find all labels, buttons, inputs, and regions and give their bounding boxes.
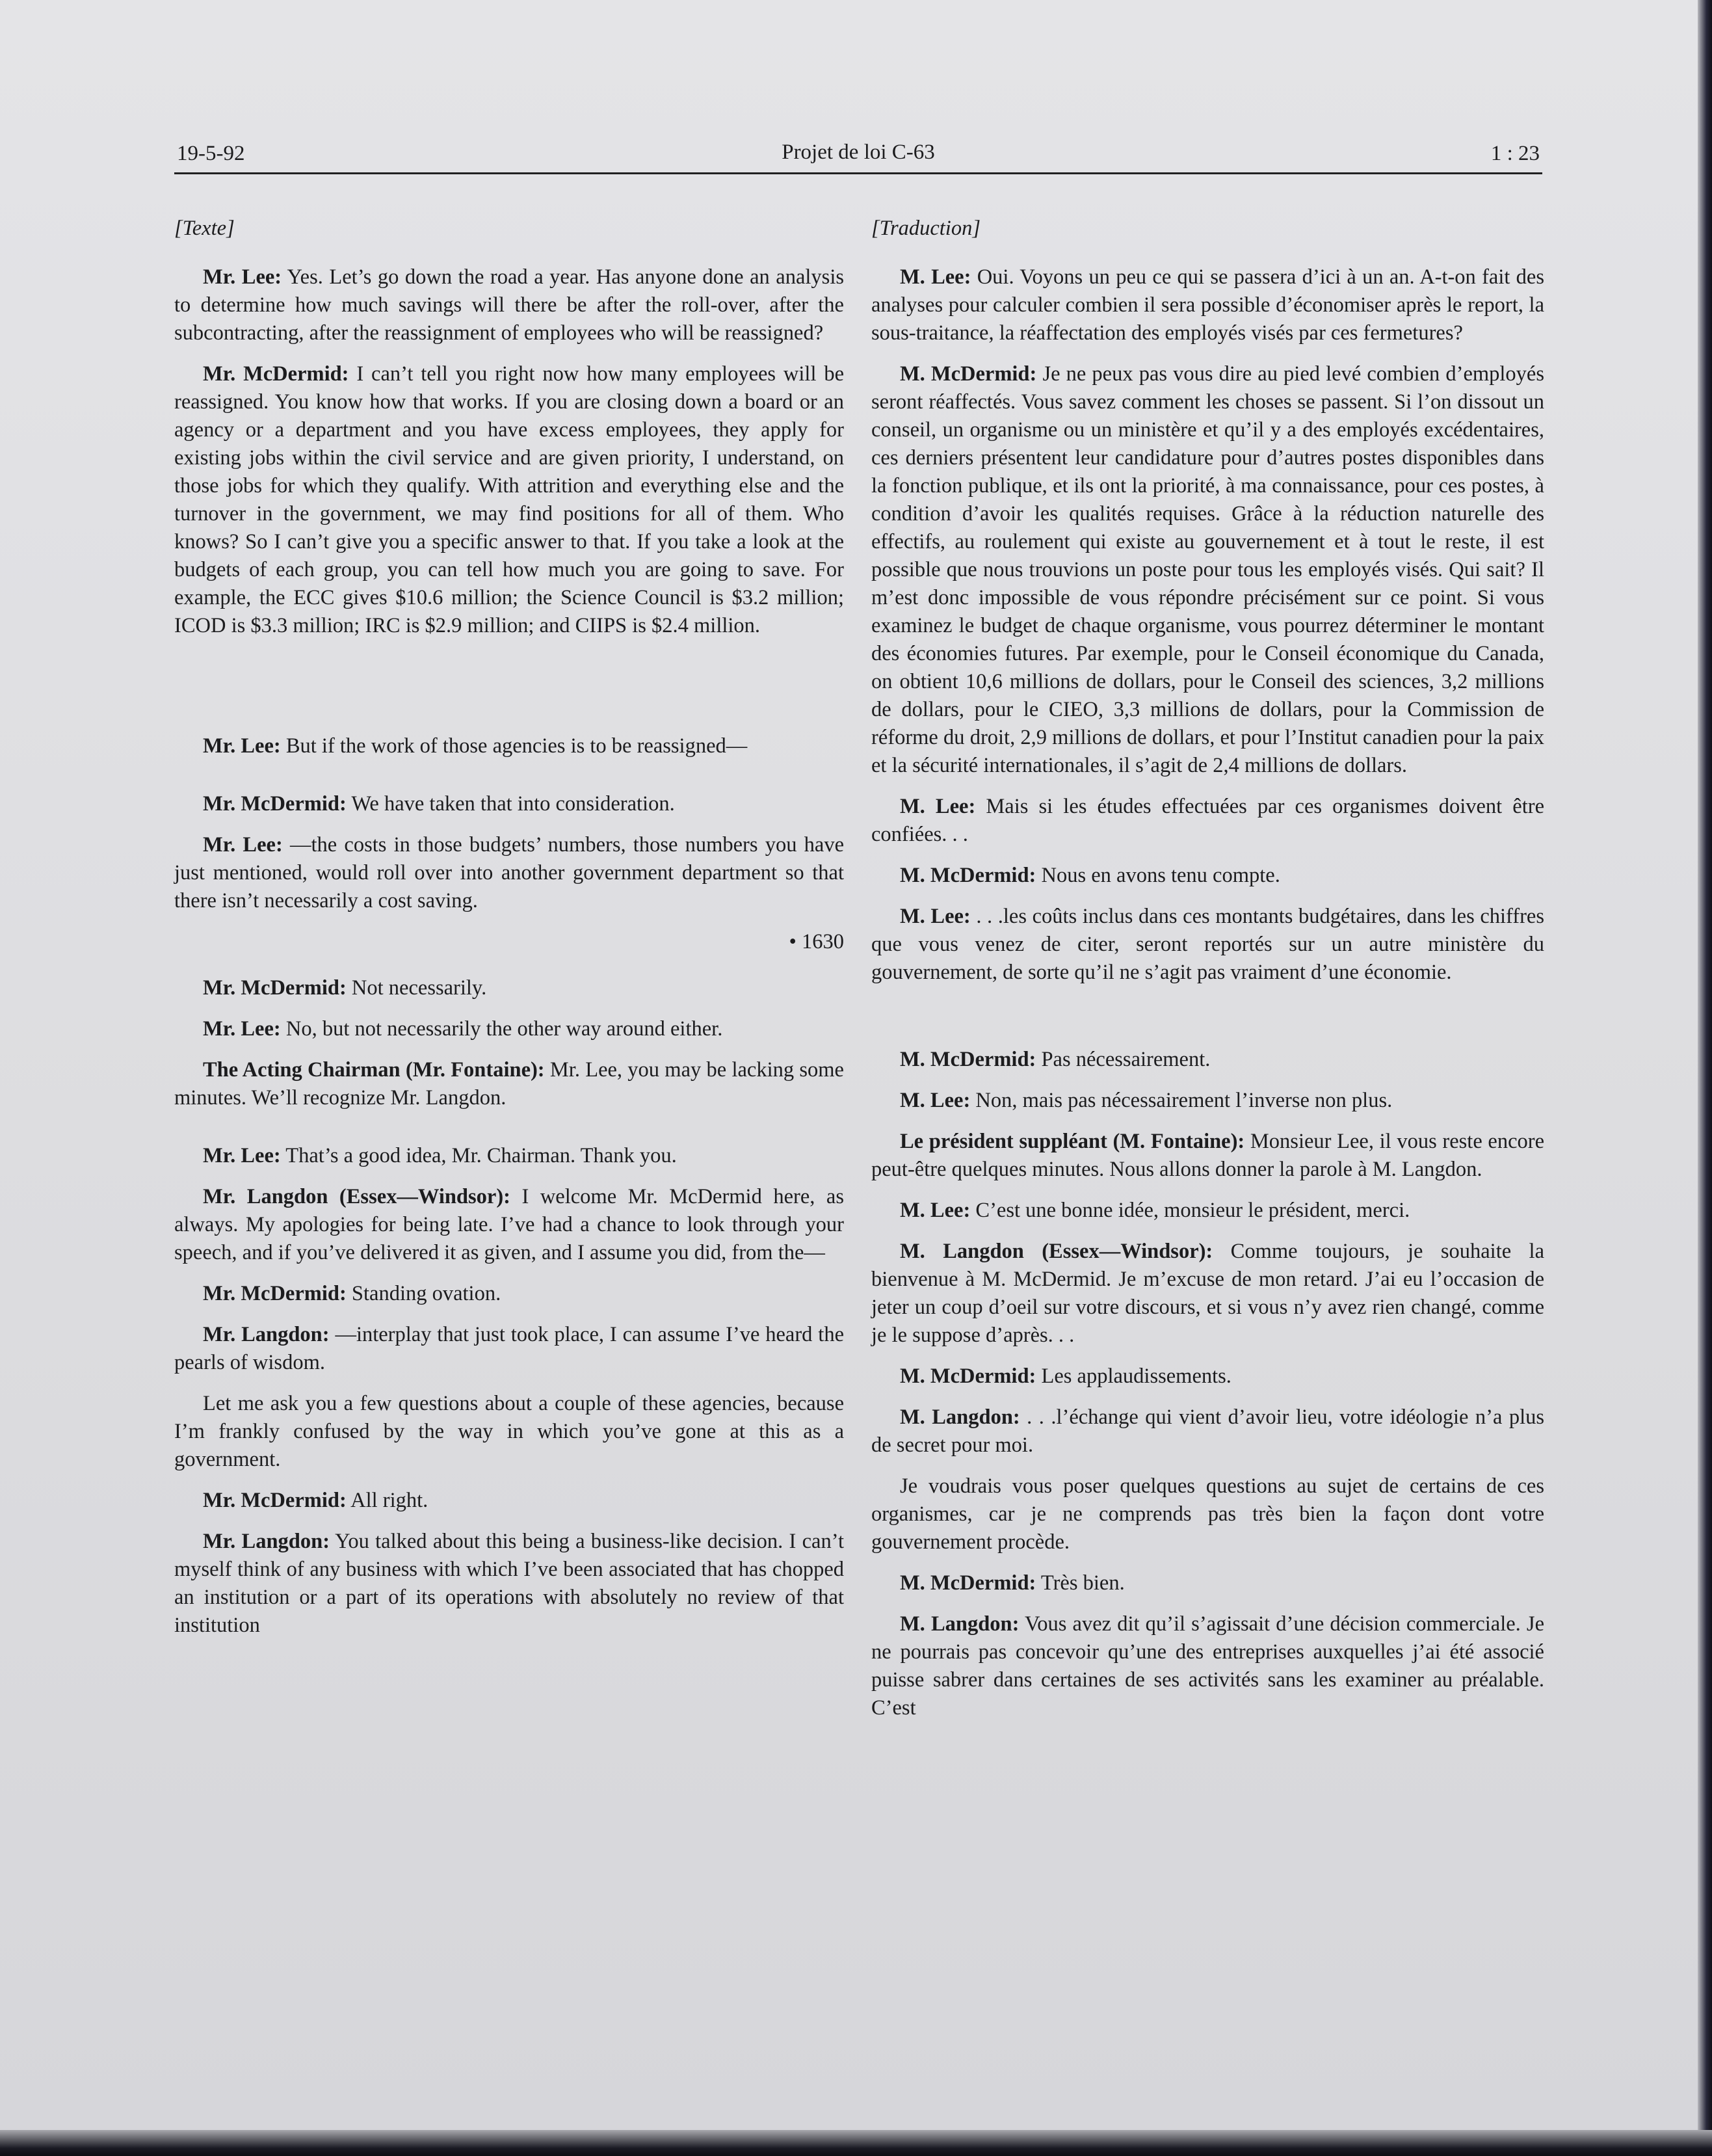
time-marker: • 1630 [789, 930, 844, 953]
paragraph [871, 1087, 1544, 1115]
paragraph [871, 1569, 1544, 1597]
paragraph [871, 263, 1544, 347]
speaker-name: Mr. Langdon (Essex—Windsor): [203, 1185, 510, 1208]
speaker-name: Mr. McDermid: [203, 976, 347, 1000]
paragraph [174, 1015, 844, 1043]
speech-text: Monsieur Lee, il vous reste encore peut-être quelques minutes. Nous allons donner la parole à M. Langdon. [871, 1130, 1544, 1181]
speaker-name: Mr. Langdon: [203, 1530, 330, 1553]
speech-text: That’s a good idea, Mr. Chairman. Thank you. [280, 1144, 677, 1167]
speaker-name: M. McDermid: [900, 864, 1036, 887]
header-date: 19-5-92 [177, 142, 245, 165]
paragraph [174, 1321, 844, 1377]
paragraph [174, 1487, 844, 1515]
paragraph [871, 903, 1544, 987]
speaker-name: Mr. McDermid: [203, 362, 349, 386]
paragraph [871, 1046, 1544, 1074]
paragraph [871, 1610, 1544, 1722]
page-edge-shadow [1698, 0, 1712, 2156]
speech-text: We have taken that into consideration. [346, 792, 675, 816]
speech-text: Not necessarily. [346, 976, 487, 1000]
french-column [871, 209, 1544, 1978]
speaker-name: M. Langdon: [900, 1405, 1020, 1429]
paragraph [174, 732, 844, 760]
speaker-name: Mr. McDermid: [203, 792, 347, 816]
speaker-name: M. Lee: [900, 1199, 971, 1222]
speaker-name: Mr. Langdon: [203, 1323, 330, 1346]
paragraph [174, 831, 844, 915]
speech-text: C’est une bonne idée, monsieur le président, merci. [970, 1199, 1410, 1222]
paragraph [871, 1404, 1544, 1459]
section-label-texte: [Texte] [174, 217, 235, 240]
english-column [174, 209, 844, 1978]
speaker-name: Mr. McDermid: [203, 1489, 347, 1512]
spacer [871, 1000, 1544, 1046]
paragraph [174, 1056, 844, 1112]
paragraph [174, 1390, 844, 1474]
spacer [174, 1125, 844, 1142]
paragraph [871, 862, 1544, 890]
speech-text: Les applaudissements. [1036, 1364, 1231, 1388]
speech-text: Nous en avons tenu compte. [1036, 864, 1280, 887]
paragraph [174, 974, 844, 1002]
speech-text: . . .les coûts inclus dans ces montants budgétaires, dans les chiffres que vous venez de citer, seront reportés sur un autre ministère du gouvernement, de sorte qu’il ne s’agit pas vraiment d’une économie. [871, 905, 1544, 984]
page-bottom-shadow [0, 2130, 1712, 2156]
speech-text: —interplay that just took place, I can assume I’ve heard the pearls of wisdom. [174, 1323, 844, 1374]
speech-text: I welcome Mr. McDermid here, as always. My apologies for being late. I’ve had a chance to look through your speech, and if you’ve delivered it as given, and I assume you did, from the— [174, 1185, 844, 1264]
speaker-name: M. Lee: [900, 1089, 971, 1112]
speaker-name: M. Lee: [900, 905, 971, 928]
speaker-name: Le président suppléant (M. Fontaine): [900, 1130, 1245, 1153]
speaker-name: M. Langdon: [900, 1612, 1020, 1636]
speech-text: Standing ovation. [346, 1282, 501, 1305]
speech-text: Très bien. [1036, 1571, 1125, 1595]
header-title: Projet de loi C-63 [782, 140, 935, 164]
paragraph [871, 1472, 1544, 1556]
speech-text: All right. [346, 1489, 428, 1512]
speaker-name: Mr. McDermid: [203, 1282, 347, 1305]
speech-text: Comme toujours, je souhaite la bienvenue à M. McDermid. Je m’excuse de mon retard. J’ai eu l’occasion de jeter un coup d’oeil sur votre discours, et si vous n’y avez rien changé, comme je le suppose d’après. . . [871, 1240, 1544, 1347]
speech-text: Mr. Lee, you may be lacking some minutes. We’ll recognize Mr. Langdon. [174, 1058, 844, 1110]
speaker-name: M. Lee: [900, 795, 976, 818]
paragraph [174, 360, 844, 640]
speaker-name: Mr. Lee: [203, 734, 281, 758]
speaker-name: Mr. Lee: [203, 265, 282, 289]
speaker-name: M. McDermid: [900, 362, 1037, 386]
speech-text: Yes. Let’s go down the road a year. Has anyone done an analysis to determine how much savings will there be after the roll-over, after the subcontracting, after the reassignment of employees who will be reassigned? [174, 265, 844, 345]
speech-text: Let me ask you a few questions about a couple of these agencies, because I’m frankly confused by the way in which you’ve gone at this as a government. [174, 1392, 844, 1471]
speech-text: But if the work of those agencies is to be reassigned— [280, 734, 748, 758]
page-header [174, 133, 1542, 174]
speech-text: Non, mais pas nécessairement l’inverse non plus. [970, 1089, 1393, 1112]
speech-text: No, but not necessarily the other way around either. [280, 1017, 723, 1041]
paragraph [174, 263, 844, 347]
speaker-name: Mr. Lee: [203, 833, 283, 857]
speech-text: Vous avez dit qu’il s’agissait d’une décision commerciale. Je ne pourrais pas concevoir qu’une des entreprises auxquelles j’ai été associé puisse sabrer dans certaines de ses activités sans les examiner au préalable. C’est [871, 1612, 1544, 1720]
paragraph [174, 790, 844, 818]
paragraph [174, 1142, 844, 1170]
speaker-name: M. Langdon (Essex—Windsor): [900, 1240, 1213, 1263]
speech-text: Oui. Voyons un peu ce qui se passera d’ici à un an. A-t-on fait des analyses pour calculer combien il sera possible d’économiser après le report, la sous-traitance, la réaffectation des employés visés par ces fermetures? [871, 265, 1544, 345]
speech-text: You talked about this being a business-like decision. I can’t myself think of any business with which I’ve been associated that has chopped an institution or a part of its operations with absolutely no review of that institution [174, 1530, 844, 1637]
speech-text: Pas nécessairement. [1036, 1048, 1211, 1071]
paragraph [871, 793, 1544, 849]
speech-text: I can’t tell you right now how many employees will be reassigned. You know how that works. If you are closing down a board or an agency or a department and you have excess employees, they apply for existing jobs within the civil service and are given priority, I understand, on those jobs for which they qualify. With attrition and everything else and the turnover in the government, we may find positions for all of them. Who knows? So I can’t give you a specific answer to that. If you take a look at the budgets of each group, you can tell how much you are going to save. For example, the ECC gives $10.6 million; the Science Council is $3.2 million; ICOD is $3.3 million; IRC is $2.9 million; and CIIPS is $2.4 million. [174, 362, 844, 637]
speech-text: Je ne peux pas vous dire au pied levé combien d’employés seront réaffectés. Vous savez comment les choses se passent. Si l’on dissout un conseil, un organisme ou un ministère et qu’il y a des employés excédentaires, ces derniers présentent leur candidature pour d’autres postes disponibles dans la fonction publique, et ils ont la priorité, à ma connaissance, pour ces postes, à condition d’avoir les qualités requises. Grâce à la réduction naturelle des effectifs, au roulement qui existe au gouvernement et à tout le reste, il est possible que nous trouvions un poste pour tous les employés visés. Qui sait? Il m’est donc impossible de vous répondre précisément sur ce point. Si vous examinez le budget de chaque organisme, vous pourrez déterminer le montant des économies futures. Par exemple, pour le Conseil économique du Canada, on obtient 10,6 millions de dollars, pour le Conseil des sciences, 3,2 millions de dollars, pour le CIEO, 3,3 millions de dollars, pour la Commission de réforme du droit, 2,9 millions de dollars, et pour l’Institut canadien pour la paix et la sécurité internationales, il s’agit de 2,4 millions de dollars. [871, 362, 1545, 777]
spacer [174, 773, 844, 790]
speech-text: —the costs in those budgets’ numbers, those numbers you have just mentioned, would roll over into another government department so that there isn’t necessarily a cost saving. [174, 833, 845, 912]
speech-text: Je voudrais vous poser quelques questions au sujet de certains de ces organismes, car je ne comprends pas très bien la façon dont votre gouvernement procède. [871, 1474, 1544, 1554]
paragraph [871, 1197, 1544, 1225]
paragraph [174, 1183, 844, 1267]
paragraph [871, 1128, 1544, 1184]
speech-text: Mais si les études effectuées par ces organismes doivent être confiées. . . [871, 795, 1545, 846]
speaker-name: M. McDermid: [900, 1048, 1036, 1071]
speaker-name: The Acting Chairman (Mr. Fontaine): [203, 1058, 545, 1082]
spacer [174, 653, 844, 732]
speaker-name: M. McDermid: [900, 1364, 1036, 1388]
header-page-number: 1 : 23 [1490, 142, 1540, 165]
paragraph [871, 1238, 1544, 1350]
speech-text: . . .l’échange qui vient d’avoir lieu, votre idéologie n’a plus de secret pour moi. [871, 1405, 1544, 1457]
speaker-name: M. Lee: [900, 265, 971, 289]
paragraph [871, 1363, 1544, 1391]
section-label-traduction: [Traduction] [871, 217, 981, 240]
speaker-name: Mr. Lee: [203, 1017, 281, 1041]
paragraph [871, 360, 1544, 780]
speaker-name: M. McDermid: [900, 1571, 1036, 1595]
speaker-name: Mr. Lee: [203, 1144, 281, 1167]
paragraph [174, 1280, 844, 1308]
paragraph [174, 1528, 844, 1640]
